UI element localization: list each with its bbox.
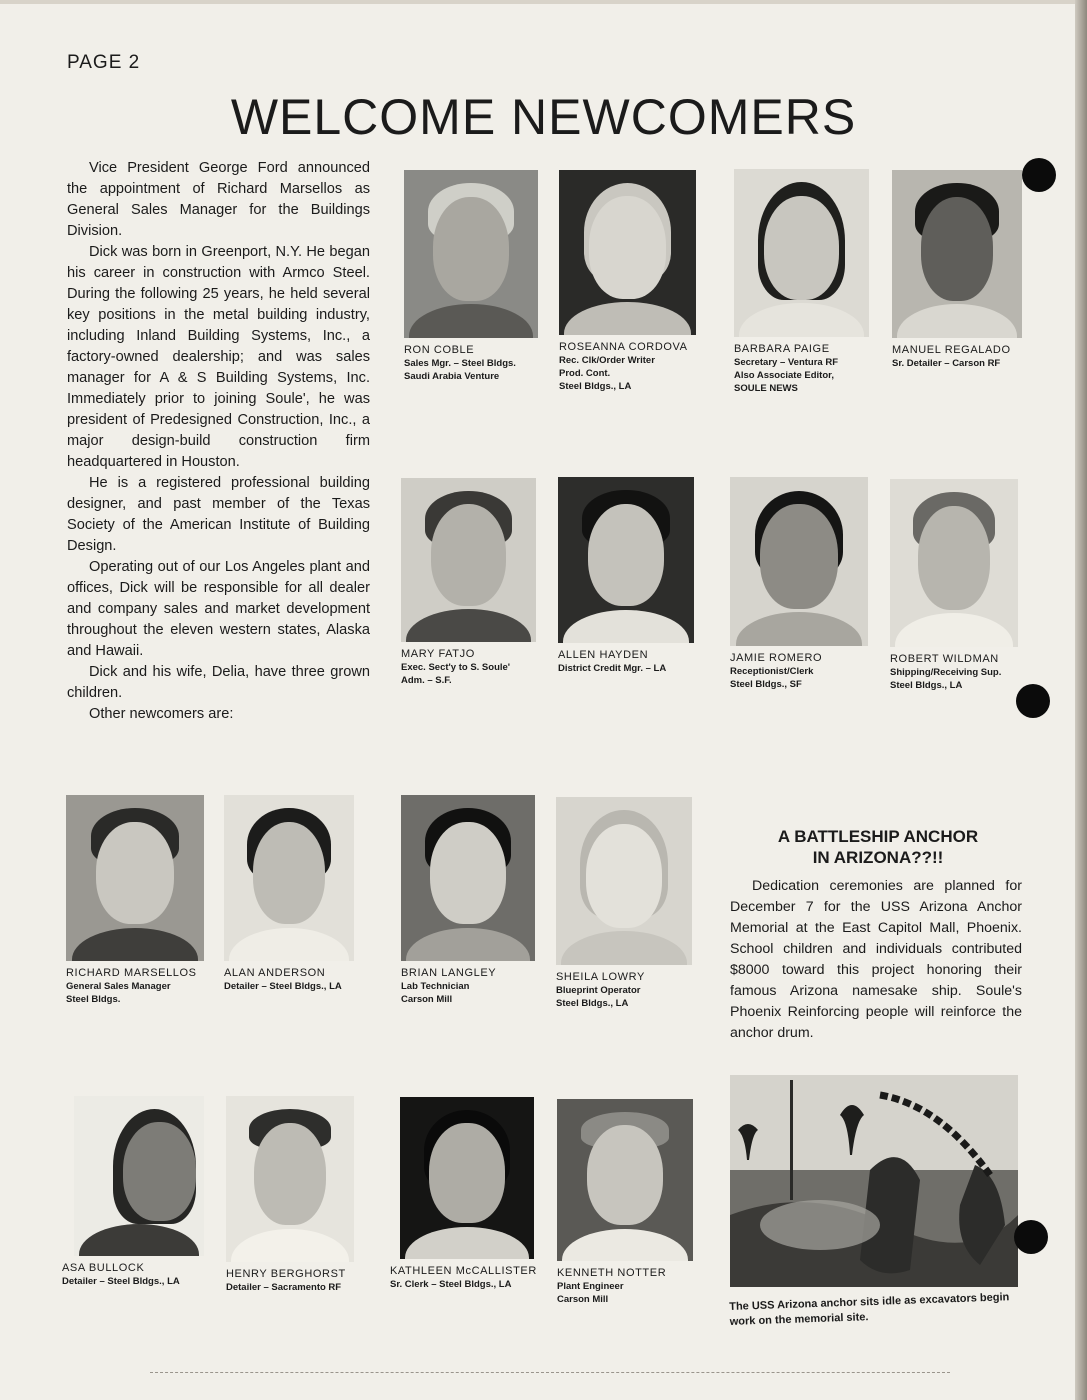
intro-paragraph: Dick and his wife, Delia, have three grown children.	[67, 664, 370, 701]
person-name: ASA BULLOCK	[62, 1262, 145, 1274]
newcomer-mary-fatjo	[401, 478, 536, 687]
newcomer-brian-langley	[401, 795, 535, 1006]
portrait-photo	[556, 797, 692, 965]
person-role: Prod. Cont.	[559, 368, 611, 379]
person-role: Carson Mill	[557, 1294, 609, 1305]
person-name: ROBERT WILDMAN	[890, 653, 999, 665]
anchor-photo-caption: The USS Arizona anchor sits idle as excavators begin work on the memorial site.	[729, 1291, 1010, 1328]
person-role: Receptionist/Clerk	[730, 666, 814, 677]
portrait-photo	[400, 1097, 534, 1259]
newcomer-allen-hayden	[558, 477, 694, 675]
portrait-photo	[74, 1096, 204, 1256]
intro-paragraph: He is a registered professional building designer, and past member of the Texas Society of the American Institute of Building Design.	[67, 475, 370, 554]
person-name: ROSEANNA CORDOVA	[559, 341, 688, 353]
person-role: Steel Bldgs., SF	[730, 679, 802, 690]
portrait-photo	[559, 170, 696, 335]
person-role: Also Associate Editor,	[734, 370, 834, 381]
newcomer-manuel-regalado	[892, 170, 1022, 370]
anchor-photo-illustration	[730, 1075, 1018, 1287]
person-name: RICHARD MARSELLOS	[66, 967, 197, 979]
top-rule	[0, 0, 1087, 4]
anchor-story-body: Dedication ceremonies are planned for December 7 for the USS Arizona Anchor Memorial at the East Capitol Mall, Phoenix. School children and individuals contributed $8000 toward this project honoring their famous Arizona namesake ship. Soule's Phoenix Reinforcing people will reinforce the anchor drum.	[730, 878, 1022, 1041]
portrait-photo	[404, 170, 538, 338]
page-edge	[1075, 0, 1087, 1400]
bottom-rule	[150, 1372, 950, 1373]
person-role: Plant Engineer	[557, 1281, 624, 1292]
person-role: Rec. Clk/Order Writer	[559, 355, 655, 366]
person-role: Exec. Sect'y to S. Soule'	[401, 662, 511, 673]
anchor-title-line: A BATTLESHIP ANCHOR	[777, 827, 979, 846]
person-role: Lab Technician	[401, 981, 470, 992]
person-role: Blueprint Operator	[556, 985, 641, 996]
person-role: Steel Bldgs., LA	[890, 680, 963, 691]
page-title: WELCOME NEWCOMERS	[230, 89, 857, 145]
person-name: MARY FATJO	[401, 648, 475, 660]
person-role: Steel Bldgs., LA	[556, 998, 629, 1009]
person-name: BARBARA PAIGE	[734, 343, 830, 355]
person-role: Detailer – Sacramento RF	[226, 1282, 342, 1293]
person-name: MANUEL REGALADO	[892, 344, 1011, 356]
person-name: RON COBLE	[404, 344, 475, 356]
intro-paragraph: Dick was born in Greenport, N.Y. He began his career in construction with Armco Steel. During the following 25 years, he held several key positions in the metal building industry, including Inland Building Systems, Inc., a factory-owned dealership; and was sales manager for A & S Building Systems, Inc. Immediately prior to joining Soule', he was president of Predesigned Construction, Inc., a major design-build construction firm headquartered in Houston.	[67, 244, 370, 470]
portrait-photo	[890, 479, 1018, 647]
person-role: Sr. Clerk – Steel Bldgs., LA	[390, 1279, 512, 1290]
newcomer-alan-anderson	[224, 795, 354, 993]
anchor-photo	[730, 1075, 1018, 1287]
binder-hole	[1014, 1220, 1048, 1254]
portrait-photo	[66, 795, 204, 961]
person-name: ALAN ANDERSON	[224, 967, 326, 979]
person-role: District Credit Mgr. – LA	[558, 663, 667, 674]
person-role: Sr. Detailer – Carson RF	[892, 358, 1001, 369]
newcomer-roseanna-cordova	[559, 170, 696, 393]
person-role: Secretary – Ventura RF	[734, 357, 839, 368]
person-name: JAMIE ROMERO	[730, 652, 823, 664]
person-role: Saudi Arabia Venture	[404, 371, 500, 382]
anchor-title-line: IN ARIZONA??!!	[812, 848, 944, 867]
intro-paragraph: Vice President George Ford announced the appointment of Richard Marsellos as General Sales Manager for the Buildings Division.	[67, 160, 370, 239]
person-role: SOULE NEWS	[734, 383, 798, 394]
portrait-photo	[557, 1099, 693, 1261]
newcomer-kathleen-mccallister	[390, 1097, 537, 1291]
person-role: Steel Bldgs.	[66, 994, 121, 1005]
person-name: SHEILA LOWRY	[556, 971, 645, 983]
person-role: Shipping/Receiving Sup.	[890, 667, 1002, 678]
person-name: BRIAN LANGLEY	[401, 967, 497, 979]
portrait-photo	[401, 795, 535, 961]
person-role: General Sales Manager	[66, 981, 171, 992]
portrait-photo	[226, 1096, 354, 1262]
person-name: KENNETH NOTTER	[557, 1267, 667, 1279]
binder-hole	[1016, 684, 1050, 718]
newcomer-robert-wildman	[890, 479, 1018, 692]
newcomer-asa-bullock	[62, 1096, 204, 1288]
person-name: ALLEN HAYDEN	[558, 649, 649, 661]
portrait-photo	[734, 169, 869, 337]
portrait-photo	[401, 478, 536, 642]
intro-paragraph: Other newcomers are:	[89, 706, 234, 722]
person-role: Detailer – Steel Bldgs., LA	[62, 1276, 180, 1287]
person-role: Adm. – S.F.	[401, 675, 452, 686]
intro-paragraph: Operating out of our Los Angeles plant and offices, Dick will be responsible for all dealer and company sales and market development throughout the eleven western states, Alaska and Hawaii.	[67, 559, 370, 659]
person-role: Steel Bldgs., LA	[559, 381, 632, 392]
person-role: Carson Mill	[401, 994, 453, 1005]
portrait-photo	[892, 170, 1022, 338]
newcomer-jamie-romero	[730, 477, 868, 691]
person-name: KATHLEEN McCALLISTER	[390, 1265, 537, 1277]
newcomer-richard-marsellos	[66, 795, 204, 1006]
newcomer-henry-berghorst	[226, 1096, 354, 1294]
person-name: HENRY BERGHORST	[226, 1268, 346, 1280]
newcomer-barbara-paige	[734, 169, 869, 395]
page-number: PAGE 2	[67, 52, 141, 73]
newcomer-kenneth-notter	[557, 1099, 693, 1306]
intro-article	[67, 158, 370, 725]
person-role: Detailer – Steel Bldgs., LA	[224, 981, 342, 992]
portrait-photo	[558, 477, 694, 643]
newcomer-sheila-lowry	[556, 797, 692, 1010]
person-role: Sales Mgr. – Steel Bldgs.	[404, 358, 516, 369]
newcomer-ron-coble	[404, 170, 538, 383]
portrait-photo	[224, 795, 354, 961]
binder-hole	[1022, 158, 1056, 192]
portrait-photo	[730, 477, 868, 646]
anchor-story-title	[730, 826, 1026, 868]
